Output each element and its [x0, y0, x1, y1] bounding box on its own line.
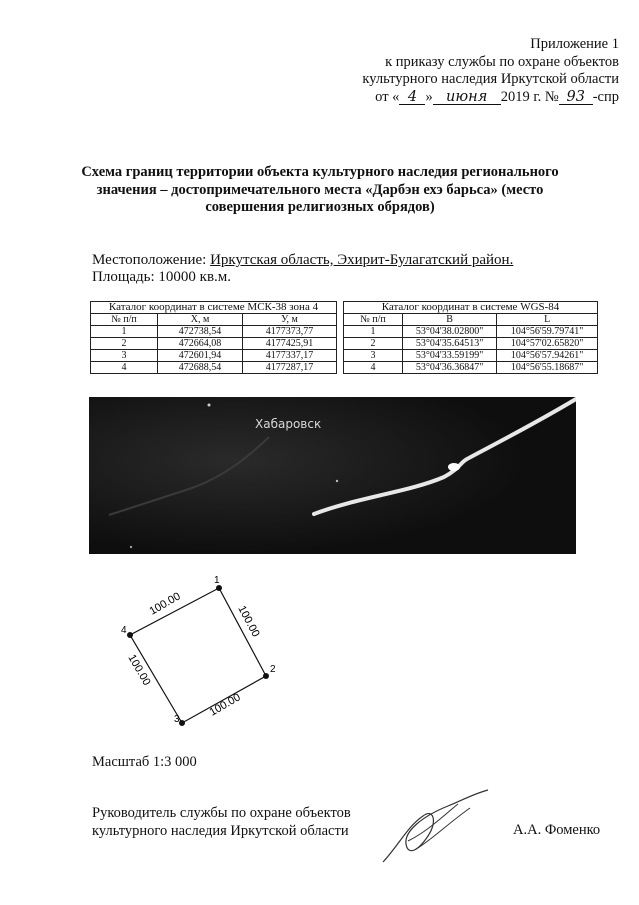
appendix-title: Приложение 1 [530, 36, 619, 52]
side-label-1-4: 100.00 [147, 590, 183, 618]
handwritten-signature [378, 786, 498, 866]
point-3 [179, 720, 185, 726]
appendix-header [362, 36, 619, 106]
table-row: 4 472688,54 4177287,17 [91, 362, 337, 374]
area-text: Площадь: 10000 кв.м. [92, 269, 232, 285]
location-value: Иркутская область, Эхирит-Булагатский район. [210, 252, 514, 268]
place-label: Хабаровск [255, 417, 322, 431]
location-block [92, 252, 513, 286]
point-2 [263, 673, 269, 679]
msk-header-num: № п/п [91, 314, 158, 326]
point-label-1: 1 [214, 575, 220, 586]
appendix-line3: культурного наследия Иркутской области [362, 71, 619, 87]
side-label-3-2: 100.00 [207, 691, 243, 719]
point-label-4: 4 [121, 625, 127, 636]
satellite-image [89, 397, 576, 554]
point-label-3: 3 [174, 714, 180, 725]
satellite-terrain [89, 397, 576, 554]
catalog-msk-table [90, 301, 337, 374]
document-title: Схема границ территории объекта культурного наследия регионального значения – достопримечательного места «Дарбэн ехэ барьса» (место совершения религиозных обрядов) [81, 164, 559, 215]
wgs-header-num: № п/п [344, 314, 403, 326]
signatory-name: А.А. Фоменко [513, 822, 601, 838]
table-row: 2 53°04'35.64513" 104°57'02.65820" [344, 338, 598, 350]
location-label: Местоположение: [92, 252, 207, 268]
side-label-4-3: 100.00 [125, 652, 153, 688]
point-label-2: 2 [270, 664, 276, 675]
order-line: от « 4 » июня 2019 г. № 93 -спр [375, 88, 619, 105]
table-row: 2 472664,08 4177425,91 [91, 338, 337, 350]
msk-header-y: У, м [243, 314, 337, 326]
point-4 [127, 632, 133, 638]
table-row: 4 53°04'36.36847" 104°56'55.18687" [344, 362, 598, 374]
appendix-line2: к приказу службы по охране объектов [385, 53, 619, 70]
order-month: июня [433, 90, 501, 105]
catalog-msk-caption: Каталог координат в системе МСК-38 зона 4 [91, 302, 337, 314]
table-row: 3 472601,94 4177337,17 [91, 350, 337, 362]
boundary-plan [100, 572, 290, 732]
wgs-header-l: L [497, 314, 598, 326]
catalog-wgs-caption: Каталог координат в системе WGS-84 [344, 302, 598, 314]
wgs-header-b: B [403, 314, 497, 326]
order-number: 93 [559, 90, 593, 105]
signatory-title: Руководитель службы по охране объектов культурного наследия Иркутской области [92, 805, 351, 839]
catalog-wgs-table [343, 301, 598, 374]
order-day: 4 [399, 90, 425, 105]
table-row: 1 53°04'38.02800" 104°56'59.79741" [344, 326, 598, 338]
scale-text: Масштаб 1:3 000 [92, 754, 197, 770]
table-row: 1 472738,54 4177373,77 [91, 326, 337, 338]
table-row: 3 53°04'33.59199" 104°56'57.94261" [344, 350, 598, 362]
side-label-1-2: 100.00 [235, 603, 262, 640]
msk-header-x: Х, м [158, 314, 243, 326]
